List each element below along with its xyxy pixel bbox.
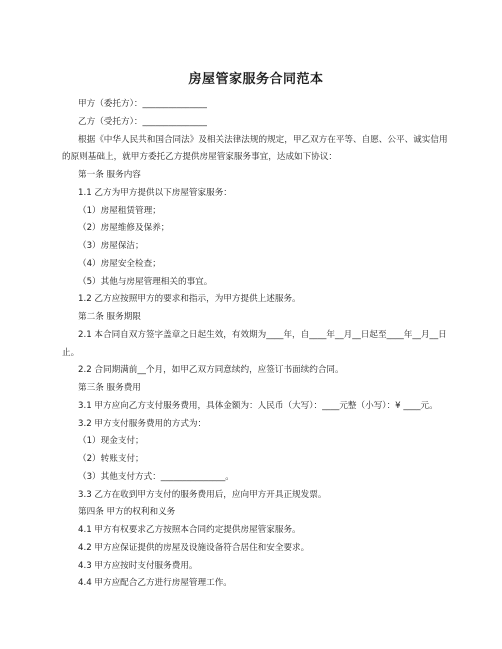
list-item: （3）其他支付方式：_______________。 [78,471,234,482]
list-item: （5）其他与房屋管理相关的事宜。 [78,276,213,287]
document-title: 房屋管家服务合同范本 [188,72,324,87]
article-heading: 第三条 服务费用 [78,383,141,393]
article-heading: 第二条 服务期限 [78,312,141,322]
list-item: （1）房屋租赁管理； [78,205,161,216]
clause-line: 4.2 甲方应保证提供的房屋及设施设备符合居住和安全要求。 [78,542,310,553]
clause-line: 1.1 乙方为甲方提供以下房屋管家服务： [78,187,232,198]
list-item: （3）房屋保洁； [78,241,144,251]
clause-line: 4.1 甲方有权要求乙方按照本合同约定提供房屋管家服务。 [78,525,301,535]
preamble-paragraph: 根据《中华人民共和国合同法》及相关法律法规的规定，甲乙双方在平等、自愿、公平、诚实信用的原则基础上，就甲方委托乙方提供房屋管家服务事宜，达成如下协议： [62,134,448,163]
clause-line: 1.2 乙方应按照甲方的要求和指示，为甲方提供上述服务。 [78,294,301,305]
clause-line: 3.3 乙方在收到甲方支付的服务费用后，应向甲方开具正规发票。 [78,489,327,500]
clause-line: 3.2 甲方支付服务费用的方式为： [78,418,207,429]
clause-line: 2.2 合同期满前__个月，如甲乙双方同意续约，应签订书面续约合同。 [78,365,344,376]
party-b-line: 乙方（受托方）：_______________ [78,116,207,127]
list-item: （2）房屋维修及保养； [78,223,170,234]
list-item: （4）房屋安全检查； [78,258,161,269]
list-item: （1）现金支付； [78,436,144,447]
party-a-line: 甲方（委托方）：_______________ [78,99,207,109]
clause-line: 4.4 甲方应配合乙方进行房屋管理工作。 [78,578,232,589]
clause-paragraph: 2.1 本合同自双方签字盖章之日起生效，有效期为____年，自____年__月__日起至____年__月__日止。 [62,329,447,358]
article-heading: 第一条 服务内容 [78,170,141,180]
list-item: （2）转账支付； [78,454,144,464]
clause-line: 4.3 甲方应按时支付服务费用。 [78,560,198,571]
clause-paragraph: 3.1 甲方应向乙方支付服务费用，具体金额为：人民币（大写）：____元整（小写）：¥ ____元。 [78,400,438,411]
article-heading: 第四条 甲方的权利和义务 [78,507,176,518]
